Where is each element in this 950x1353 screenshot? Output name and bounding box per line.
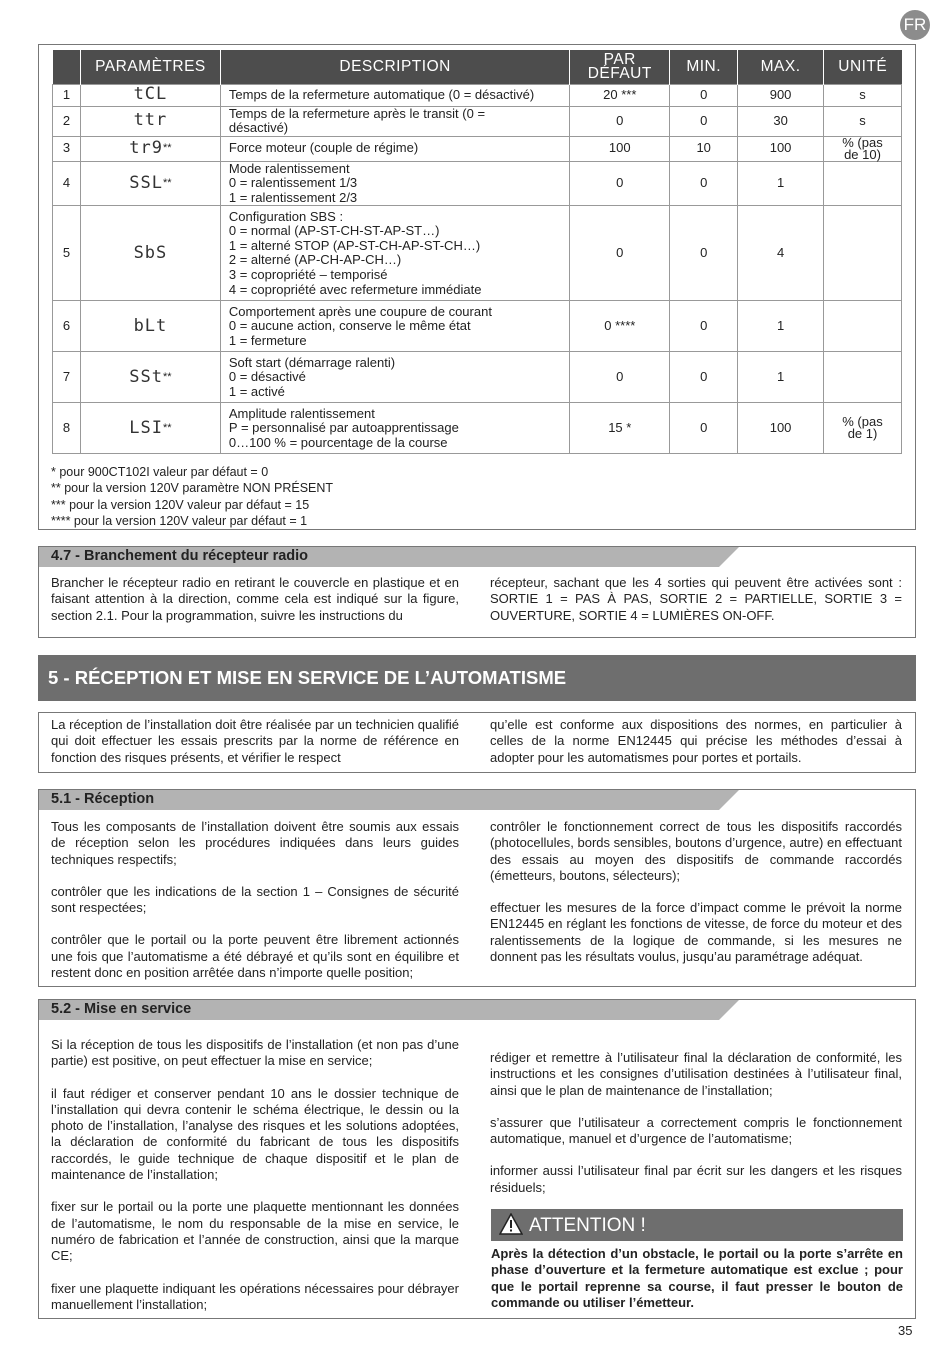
language-badge: FR xyxy=(900,10,930,40)
paragraph: La réception de l’installation doit être réalisée par un technicien qualifié qui doit effectuer les essais prescrits par la norme de référence en fonction des risques présents, et vérifier le respect xyxy=(51,717,459,765)
min-value: 0 xyxy=(670,206,738,301)
header-parametres: PARAMÈTRES xyxy=(80,50,220,84)
table-footnotes xyxy=(51,464,333,529)
description-line: Comportement après une coupure de courant xyxy=(228,303,492,319)
max-value: 100 xyxy=(738,136,824,161)
parameter-code-cell xyxy=(80,161,220,206)
unit-value xyxy=(824,352,902,403)
chapter-5-title-bar xyxy=(38,655,916,701)
default-value: 0 xyxy=(570,161,670,206)
description-line: Temps de la refermeture après le transit (0 = xyxy=(228,105,486,121)
footnote-marker: ** xyxy=(163,421,172,434)
footnote: * pour 900CT102I valeur par défaut = 0 xyxy=(51,465,269,479)
description-line: Force moteur (couple de régime) xyxy=(228,140,419,156)
left-column xyxy=(51,575,459,624)
max-value: 100 xyxy=(738,403,824,454)
row-number: 5 xyxy=(53,206,81,301)
max-value: 1 xyxy=(738,352,824,403)
paragraph: fixer sur le portail ou la porte une plaquette mentionnant les données de l’automatisme, le nom du responsable de la mise en service, le numéro de fabrication et l’année de construction, ainsi que la marque CE; xyxy=(51,1199,459,1264)
unit-value: s xyxy=(824,106,902,136)
parameter-code-cell xyxy=(80,84,220,106)
paragraph: informer aussi l’utilisateur final par écrit sur les dangers et les risques résiduels; xyxy=(490,1163,902,1195)
min-value: 10 xyxy=(670,136,738,161)
paragraph: contrôler que les indications de la section 1 – Consignes de sécurité sont respectées; xyxy=(51,883,459,916)
max-value: 30 xyxy=(738,106,824,136)
right-column xyxy=(490,575,902,624)
parameter-code-cell xyxy=(80,301,220,352)
max-value: 1 xyxy=(738,301,824,352)
paragraph: Si la réception de tous les dispositifs de l’installation (et non pas d’une partie) est positive, on peut effectuer la mise en service; xyxy=(51,1037,459,1069)
description-cell xyxy=(220,352,569,403)
row-number: 8 xyxy=(53,403,81,454)
parameter-table-frame xyxy=(38,44,916,530)
paragraph: récepteur, sachant que les 4 sorties qui peuvent être activées sont : SORTIE 1 = PAS À PAS, SORTIE 2 = PARTIELLE, SORTIE 3 = OUVERTURE, SORTIE 4 = LUMIÈRES ON-OFF. xyxy=(490,575,902,623)
table-row xyxy=(53,206,902,301)
row-number: 4 xyxy=(53,161,81,206)
section-header xyxy=(39,1000,739,1020)
paragraph: fixer une plaquette indiquant les opérations nécessaires pour débrayer manuellement l’installation; xyxy=(51,1280,459,1312)
paragraph: Brancher le récepteur radio en retirant le couvercle en plastique et en faisant attention à la direction, comme cela est indiqué sur la figure, section 2.1. Pour la programmation, suivre les instructions du xyxy=(51,575,459,623)
table-row xyxy=(53,403,902,454)
footnote: **** pour la version 120V valeur par défaut = 1 xyxy=(51,513,308,528)
row-number: 7 xyxy=(53,352,81,403)
paragraph: contrôler que le portail ou la porte peuvent être librement actionnés une fois que l’automatisme a été débrayé et qu’ils sont en équilibre et restent donc en position arrêtée dans n’importe quelle position; xyxy=(51,932,459,981)
paragraph: il faut rédiger et conserver pendant 10 ans le dossier technique de l’installation qui devra contenir le schéma électrique, le dessin ou la photo de l’installation, l’analyse des risques et les solutions adoptées, la déclaration de conformité du fabricant de tous les dispositifs raccordés, le guide technique de chaque dispositif et le plan de maintenance de l’installation; xyxy=(51,1085,459,1183)
description-line: 3 = copropriété – temporisé xyxy=(228,267,388,283)
description-line: 0 = normal (AP-ST-CH-ST-AP-ST…) xyxy=(228,223,440,239)
page-number: 35 xyxy=(898,1323,913,1338)
description-line: 0…100 % = pourcentage de la course xyxy=(228,434,448,450)
description-line: Temps de la refermeture automatique (0 = désactivé) xyxy=(228,86,535,102)
min-value: 0 xyxy=(670,352,738,403)
chapter-5-intro xyxy=(38,712,916,773)
section-header xyxy=(39,790,739,810)
table-row xyxy=(53,106,902,136)
table-row xyxy=(53,84,902,106)
unit-value xyxy=(824,161,902,206)
description-line: 4 = copropriété avec refermeture immédiate xyxy=(228,281,482,297)
default-value: 0 xyxy=(570,352,670,403)
footnote-marker: ** xyxy=(163,176,172,189)
header-min: MIN. xyxy=(670,50,738,84)
description-line: P = personnalisé par autoapprentissage xyxy=(228,420,459,436)
section-title: 5.1 - Réception xyxy=(51,791,155,807)
default-value: 0 xyxy=(570,106,670,136)
unit-value xyxy=(824,206,902,301)
parameter-code-cell xyxy=(80,206,220,301)
parameter-code: bLt xyxy=(133,315,168,336)
chapter-title: 5 - RÉCEPTION ET MISE EN SERVICE DE L’AUTOMATISME xyxy=(48,667,567,688)
header-defaut: PAR DÉFAUT xyxy=(570,50,670,84)
max-value: 900 xyxy=(738,84,824,106)
section-5-1 xyxy=(38,789,916,987)
min-value: 0 xyxy=(670,84,738,106)
parameter-code-cell xyxy=(80,352,220,403)
parameter-code: SSt xyxy=(129,366,163,387)
section-5-2 xyxy=(38,999,916,1319)
default-value: 100 xyxy=(570,136,670,161)
parameter-table xyxy=(52,50,902,454)
footnote: ** pour la version 120V paramètre NON PRÉSENT xyxy=(51,481,334,496)
row-number: 1 xyxy=(53,84,81,106)
default-value: 0 xyxy=(570,206,670,301)
description-line: Configuration SBS : xyxy=(228,208,344,224)
description-line: désactivé) xyxy=(228,120,289,136)
footnote-marker: ** xyxy=(163,141,172,154)
default-value: 0 **** xyxy=(570,301,670,352)
min-value: 0 xyxy=(670,403,738,454)
right-column xyxy=(490,1050,902,1196)
table-header-row xyxy=(53,50,902,84)
description-cell xyxy=(220,301,569,352)
header-num xyxy=(53,50,81,84)
attention-header xyxy=(491,1209,903,1241)
section-4-7 xyxy=(38,546,916,638)
paragraph: rédiger et remettre à l’utilisateur final la déclaration de conformité, les instructions et les consignes d’utilisation destinées à l’utilisateur final, ainsi que le plan de maintenance de l’installation; xyxy=(490,1050,902,1098)
description-line: 0 = aucune action, conserve le même état xyxy=(228,318,471,334)
min-value: 0 xyxy=(670,301,738,352)
section-title: 4.7 - Branchement du récepteur radio xyxy=(51,548,309,564)
description-line: 1 = ralentissement 2/3 xyxy=(228,189,358,205)
description-cell xyxy=(220,136,569,161)
description-line: Amplitude ralentissement xyxy=(228,405,375,421)
default-value: 20 *** xyxy=(570,84,670,106)
description-line: 2 = alterné (AP-CH-AP-CH…) xyxy=(228,252,402,268)
description-line: 0 = désactivé xyxy=(228,369,306,385)
description-line: 1 = fermeture xyxy=(228,332,307,348)
table-row xyxy=(53,136,902,161)
warning-icon xyxy=(499,1213,523,1235)
paragraph: Tous les composants de l’installation doivent être soumis aux essais de réception selon les procédures indiquées dans leurs guides techniques respectifs; xyxy=(51,819,459,867)
parameter-code-cell xyxy=(80,403,220,454)
row-number: 6 xyxy=(53,301,81,352)
unit-value: s xyxy=(824,84,902,106)
left-column xyxy=(51,1037,459,1313)
description-line: Soft start (démarrage ralenti) xyxy=(228,354,396,370)
paragraph: qu’elle est conforme aux dispositions des normes, en particulier à celles de la norme EN12445 qui précise les méthodes d’essai à adopter pour les automatismes pour portes et portails. xyxy=(490,717,902,765)
section-header xyxy=(39,547,739,567)
description-line: 0 = ralentissement 1/3 xyxy=(228,175,358,191)
description-cell xyxy=(220,84,569,106)
table-row xyxy=(53,301,902,352)
unit-value: % (pas de 1) xyxy=(824,403,902,454)
header-unite: UNITÉ xyxy=(824,50,902,84)
left-column xyxy=(51,717,459,766)
paragraph: contrôler le fonctionnement correct de tous les dispositifs raccordés (photocellules, bords sensibles, boutons d’urgence, autre) en effectuant des essais au moyen des dispositifs de commande raccordés (émetteurs, boutons, sélecteurs); xyxy=(490,819,902,883)
attention-body xyxy=(491,1246,903,1311)
footnote-marker: ** xyxy=(163,370,172,383)
description-line: 1 = activé xyxy=(228,383,285,399)
header-max: MAX. xyxy=(738,50,824,84)
header-description: DESCRIPTION xyxy=(220,50,569,84)
max-value: 1 xyxy=(738,161,824,206)
description-line: 1 = alterné STOP (AP-ST-CH-AP-ST-CH…) xyxy=(228,237,481,253)
table-row xyxy=(53,352,902,403)
paragraph: Après la détection d’un obstacle, le portail ou la porte s’arrête en phase d’ouverture et la fermeture automatique est exclue ; pour que le portail reprenne sa course, il faut presser le bouton de commande ou utiliser l’émetteur. xyxy=(491,1246,903,1310)
parameter-code-cell xyxy=(80,106,220,136)
unit-value: % (pas de 10) xyxy=(824,136,902,161)
description-cell xyxy=(220,403,569,454)
description-cell xyxy=(220,161,569,206)
parameter-code: SSL xyxy=(129,172,163,193)
row-number: 3 xyxy=(53,136,81,161)
unit-value xyxy=(824,301,902,352)
paragraph: s’assurer que l’utilisateur a correctement compris le fonctionnement automatique, manuel et d’urgence de l’automatisme; xyxy=(490,1114,902,1147)
max-value: 4 xyxy=(738,206,824,301)
paragraph: effectuer les mesures de la force d’impact comme le prévoit la norme EN12445 en réglant les fonctions de vitesse, de force du moteur et des ralentissements de la logique de commande, si les mesures ne donnent pas les résultats voulus, jusqu’au paramétrage adéquat. xyxy=(490,900,902,965)
min-value: 0 xyxy=(670,106,738,136)
right-column xyxy=(490,819,902,965)
description-line: Mode ralentissement xyxy=(228,160,350,176)
parameter-code-cell xyxy=(80,136,220,161)
description-cell xyxy=(220,106,569,136)
row-number: 2 xyxy=(53,106,81,136)
parameter-code: tCL xyxy=(133,84,168,105)
parameter-code: tr9 xyxy=(129,137,163,158)
min-value: 0 xyxy=(670,161,738,206)
table-row xyxy=(53,161,902,206)
footnote: *** pour la version 120V valeur par défaut = 15 xyxy=(51,497,310,512)
right-column xyxy=(490,717,902,766)
attention-title: ATTENTION ! xyxy=(529,1215,646,1236)
parameter-code: SbS xyxy=(133,242,168,263)
section-title: 5.2 - Mise en service xyxy=(51,1001,192,1017)
parameter-code: ttr xyxy=(133,110,168,131)
left-column xyxy=(51,819,459,981)
default-value: 15 * xyxy=(570,403,670,454)
description-cell xyxy=(220,206,569,301)
parameter-code: LSI xyxy=(129,417,163,438)
